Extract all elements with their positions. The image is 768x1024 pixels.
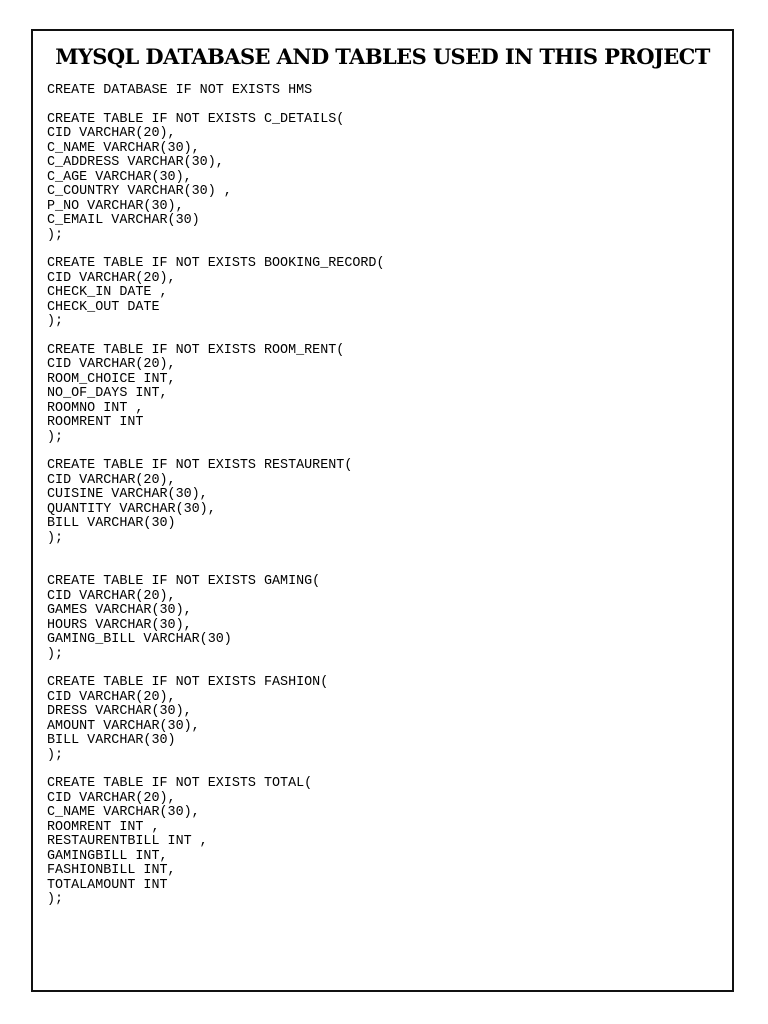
table-block-fashion [47, 676, 718, 763]
sql-line: CID VARCHAR(20), [47, 357, 176, 372]
sql-line: CREATE TABLE IF NOT EXISTS RESTAURENT( [47, 458, 353, 473]
sql-line: ROOMRENT INT [47, 415, 144, 430]
sql-line: ROOMRENT INT , [47, 819, 160, 835]
sql-line: CID VARCHAR(20), [47, 126, 176, 141]
sql-line: ROOMNO INT , [47, 400, 144, 416]
sql-line: P_NO VARCHAR(30), [47, 198, 184, 214]
sql-script [47, 84, 718, 908]
sql-line: HOURS VARCHAR(30), [47, 617, 192, 633]
table-block-total [47, 777, 718, 908]
table-block-booking-record [47, 257, 718, 330]
sql-line: NO_OF_DAYS INT, [47, 386, 168, 401]
page-title: MYSQL DATABASE AND TABLES USED IN THIS PROJECT [55, 44, 710, 69]
sql-line: BILL VARCHAR(30) [47, 516, 176, 531]
sql-line: CUISINE VARCHAR(30), [47, 487, 208, 502]
sql-line: CHECK_OUT DATE [47, 299, 160, 315]
page-frame [31, 29, 734, 992]
sql-line: CHECK_IN DATE , [47, 285, 168, 300]
sql-line: ); [47, 314, 64, 329]
sql-line: CID VARCHAR(20), [47, 270, 176, 286]
sql-line: CID VARCHAR(20), [47, 689, 176, 705]
create-database-statement: CREATE DATABASE IF NOT EXISTS HMS [47, 83, 313, 98]
sql-line: CREATE TABLE IF NOT EXISTS FASHION( [47, 675, 329, 690]
table-block-gaming [47, 575, 718, 662]
sql-line: C_EMAIL VARCHAR(30) [47, 213, 200, 228]
table-block-restaurent [47, 459, 718, 546]
sql-line: CID VARCHAR(20), [47, 790, 176, 806]
sql-line: C_COUNTRY VARCHAR(30) , [47, 184, 232, 199]
sql-line: CREATE TABLE IF NOT EXISTS ROOM_RENT( [47, 342, 345, 358]
table-block-room-rent [47, 344, 718, 446]
sql-line: C_NAME VARCHAR(30), [47, 805, 200, 820]
sql-line: ); [47, 429, 64, 445]
sql-line: ); [47, 892, 64, 907]
sql-line: CREATE TABLE IF NOT EXISTS BOOKING_RECORD( [47, 256, 385, 271]
sql-line: CID VARCHAR(20), [47, 588, 176, 604]
sql-line: C_ADDRESS VARCHAR(30), [47, 155, 224, 170]
sql-line: DRESS VARCHAR(30), [47, 704, 192, 719]
sql-line: CREATE TABLE IF NOT EXISTS C_DETAILS( [47, 111, 345, 127]
sql-line: ); [47, 227, 64, 243]
sql-line: ROOM_CHOICE INT, [47, 371, 176, 387]
sql-line: CID VARCHAR(20), [47, 472, 176, 488]
sql-line: GAMES VARCHAR(30), [47, 603, 192, 618]
sql-line: AMOUNT VARCHAR(30), [47, 718, 200, 734]
sql-line: CREATE TABLE IF NOT EXISTS TOTAL( [47, 776, 313, 791]
sql-line: CREATE TABLE IF NOT EXISTS GAMING( [47, 574, 321, 589]
sql-line: RESTAURENTBILL INT , [47, 834, 208, 849]
table-block-c-details [47, 113, 718, 244]
sql-line: ); [47, 530, 64, 546]
sql-line: TOTALAMOUNT INT [47, 877, 168, 893]
sql-line: C_AGE VARCHAR(30), [47, 169, 192, 185]
sql-line: FASHIONBILL INT, [47, 863, 176, 878]
sql-line: C_NAME VARCHAR(30), [47, 140, 200, 156]
sql-line: GAMING_BILL VARCHAR(30) [47, 632, 232, 647]
sql-line: ); [47, 747, 64, 763]
sql-line: QUANTITY VARCHAR(30), [47, 501, 216, 517]
sql-line: GAMINGBILL INT, [47, 848, 168, 864]
sql-line: BILL VARCHAR(30) [47, 733, 176, 748]
sql-line: ); [47, 646, 64, 662]
